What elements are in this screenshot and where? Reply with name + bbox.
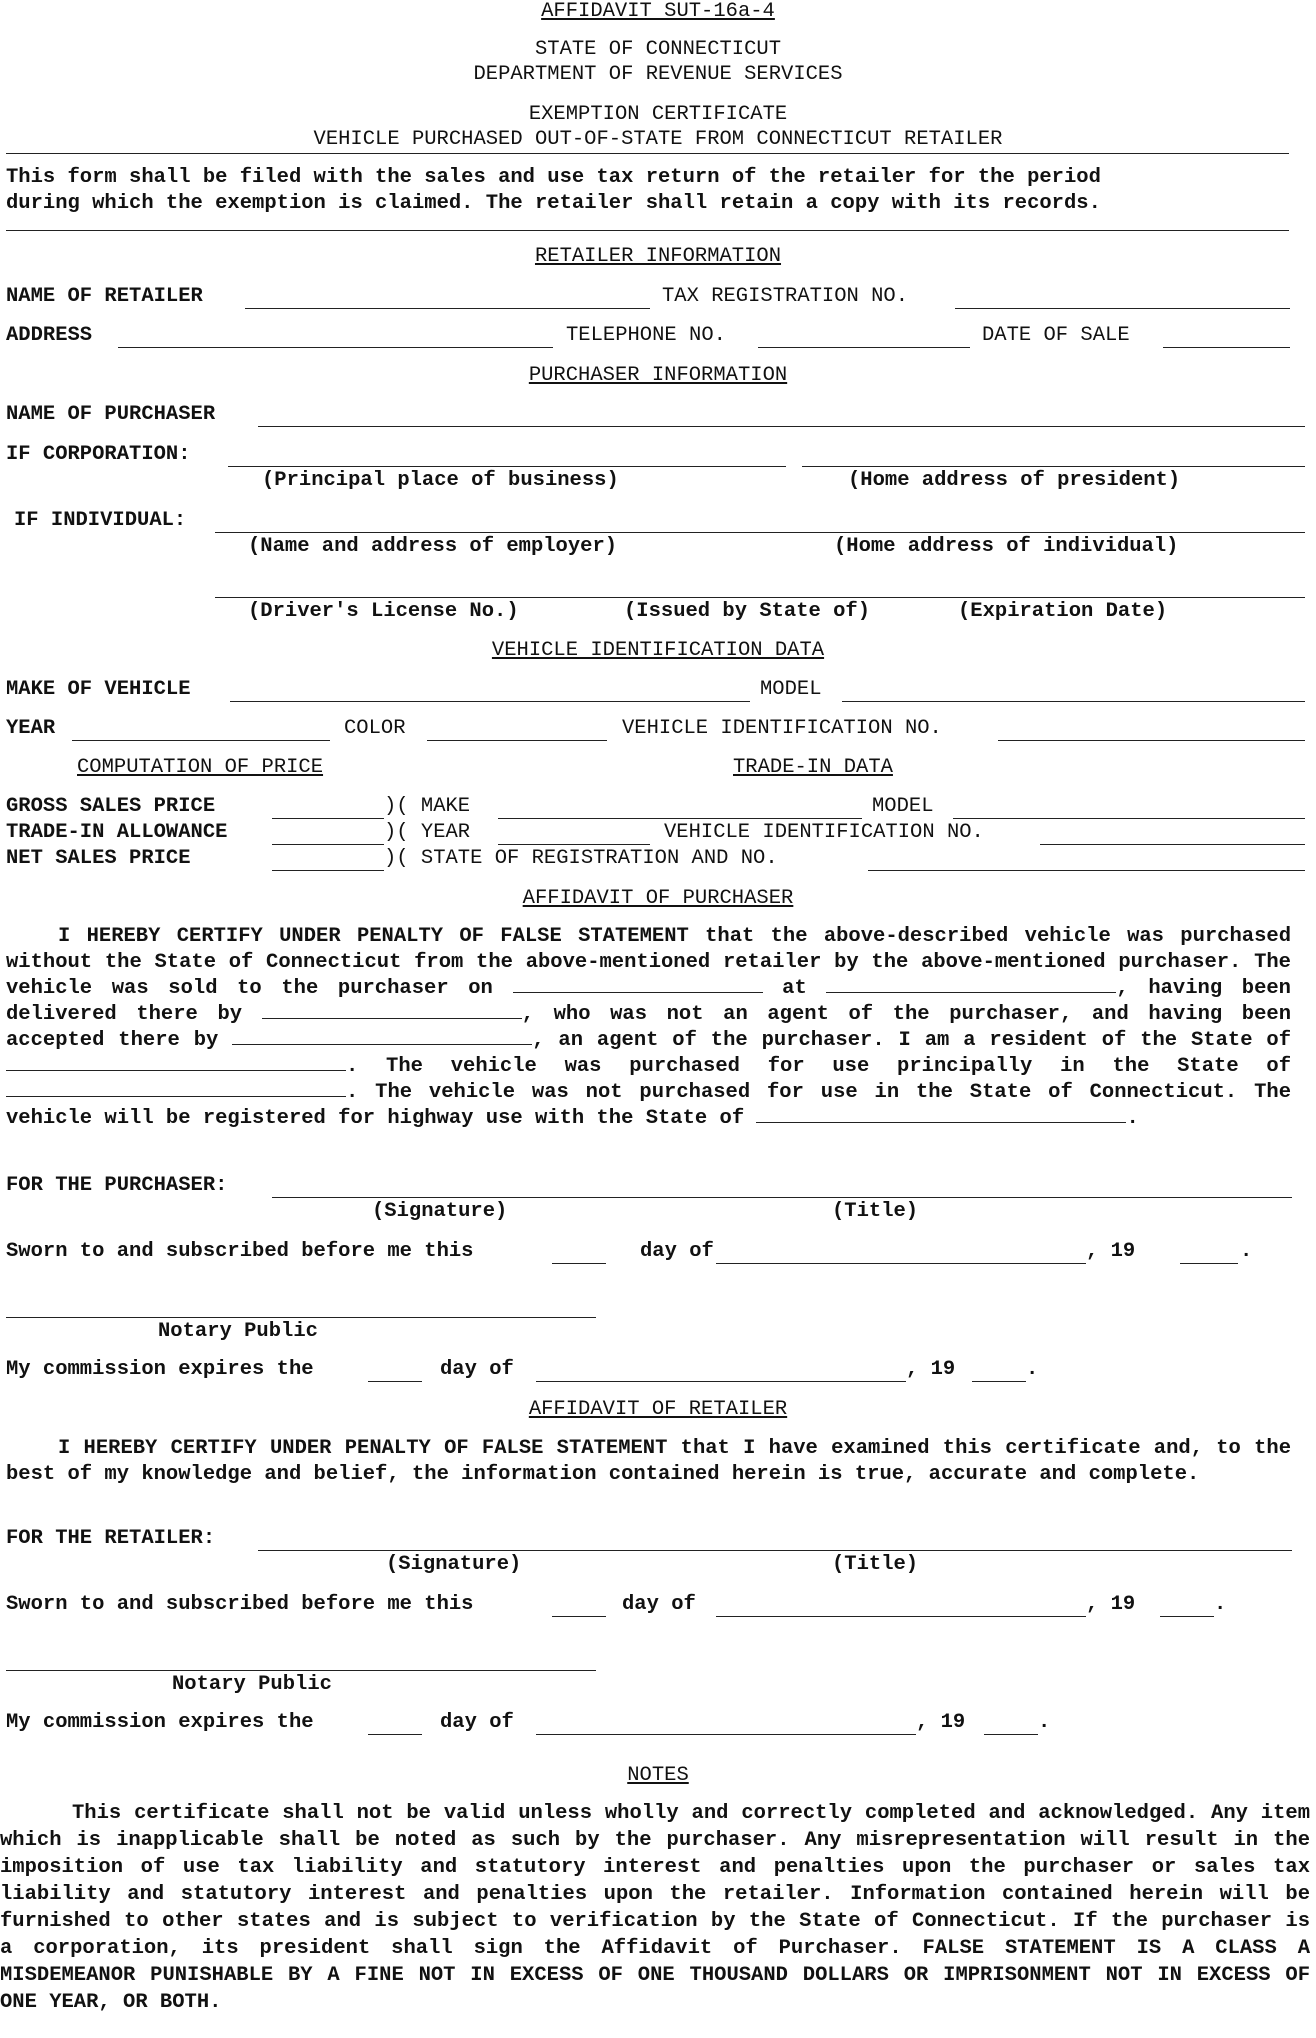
affidavit-purchaser-heading: AFFIDAVIT OF PURCHASER [522,887,794,910]
retailer-commission-year-field[interactable] [984,1734,1038,1735]
department-name: DEPARTMENT OF REVENUE SERVICES [473,63,843,86]
purchaser-sworn-day-field[interactable] [552,1263,606,1264]
purchaser-commission-label: My commission expires the [6,1358,314,1381]
tradein-heading: TRADE-IN DATA [733,756,893,779]
individual-field[interactable] [215,532,1305,533]
vehicle-model-field[interactable] [842,701,1305,702]
retailer-address-field[interactable] [118,347,553,348]
purchaser-title-caption: (Title) [832,1200,919,1223]
intro-line-2: during which the exemption is claimed. The retailer shall retain a copy with its records. [6,192,1101,215]
vehicle-make-field[interactable] [230,701,750,702]
tax-registration-label: TAX REGISTRATION NO. [662,285,909,308]
notes-heading: NOTES [627,1764,689,1787]
purchaser-sworn-year-field[interactable] [1180,1263,1238,1264]
retailer-sworn-period: . [1214,1593,1227,1616]
gross-sales-label: GROSS SALES PRICE [6,795,216,818]
retailer-commission-month-field[interactable] [536,1734,916,1735]
purchaser-heading: PURCHASER INFORMATION [528,364,788,387]
retailer-signature-caption: (Signature) [386,1553,522,1576]
notes-text: This certificate shall not be valid unless wholly and correctly completed and acknowledged. Any item which is inapplicable shall be noted as such by the purchaser. Any misrepresentation will result in the imposition of use tax liability and statutory interest and penalties upon the purchaser or sales tax liability and statutory interest and penalties upon the retailer. Information contained herein will be furnished to other states and is subject to verification by the State of Connecticut. If the purchaser is a corporation, its president shall sign the Affidavit of Purchaser. FALSE STATEMENT IS A CLASS A MISDEMEANOR PUNISHABLE BY A FINE NOT IN EXCESS OF ONE THOUSAND DOLLARS OR IMPRISONMENT NOT IN EXCESS OF ONE YEAR, OR BOTH. [0,1802,1310,2014]
certificate-title: EXEMPTION CERTIFICATE [528,103,788,126]
purchaser-sworn-month-field[interactable] [716,1263,1086,1264]
delivered-by-field[interactable] [262,1002,522,1019]
accepted-by-field[interactable] [232,1028,532,1045]
principal-use-state-field[interactable] [6,1080,346,1097]
sale-date-field[interactable] [513,976,763,993]
corp-principal-field[interactable] [228,466,786,467]
tradein-allowance-field[interactable] [272,844,384,845]
purchaser-notary-caption: Notary Public [158,1320,318,1343]
retailer-sworn-day-of: day of [622,1593,696,1616]
certificate-subtitle: VEHICLE PURCHASED OUT-OF-STATE FROM CONNECTICUT RETAILER [313,128,1003,151]
purchaser-commission-19: , 19 [906,1358,956,1381]
tradein-model-field[interactable] [953,818,1305,819]
retailer-address-label: ADDRESS [6,324,93,347]
tradein-make-field[interactable] [498,818,862,819]
telephone-field[interactable] [758,347,970,348]
if-corporation-label: IF CORPORATION: [6,443,191,466]
issued-by-caption: (Issued by State of) [624,600,871,623]
license-field[interactable] [215,597,1305,598]
purchaser-sworn-day-of: day of [640,1240,714,1263]
purchaser-name-label: NAME OF PURCHASER [6,403,216,426]
retailer-sworn-label: Sworn to and subscribed before me this [6,1593,474,1616]
expiration-caption: (Expiration Date) [958,600,1168,623]
retailer-sworn-year-field[interactable] [1160,1616,1214,1617]
tradein-allowance-label: TRADE-IN ALLOWANCE [6,821,228,844]
vehicle-year-field[interactable] [72,740,330,741]
gross-sales-field[interactable] [272,818,384,819]
date-of-sale-label: DATE OF SALE [982,324,1130,347]
affidavit-purchaser-text: I HEREBY CERTIFY UNDER PENALTY OF FALSE STATEMENT that the above-described vehicle was purchased without the State of Connecticut from the above-mentioned retailer by the above-mentioned purchaser. The vehicle was sold to the purchaser on at , having been delivered there by , who was not an agent of the purchaser, and having been accepted there by , an agent of the purchaser. I am a resident of the State of . The vehicle was purchased for use principally in the State of . The vehicle was not purchased for use in the State of Connecticut. The vehicle will be registered for highway use with the State of . [6,925,1292,1130]
license-caption: (Driver's License No.) [248,600,519,623]
vehicle-year-label: YEAR [6,717,56,740]
vehicle-color-field[interactable] [427,740,607,741]
purchaser-commission-month-field[interactable] [536,1381,906,1382]
purchaser-sworn-period: . [1240,1240,1253,1263]
retailer-commission-day-of: day of [440,1711,514,1734]
divider [6,230,1289,231]
vehicle-color-label: COLOR [344,717,406,740]
tradein-state-label: )( STATE OF REGISTRATION AND NO. [384,847,778,870]
tradein-state-field[interactable] [868,870,1305,871]
retailer-sworn-19: , 19 [1086,1593,1136,1616]
resident-state-field[interactable] [6,1054,346,1071]
indiv-employer-caption: (Name and address of employer) [248,535,618,558]
retailer-signature-field[interactable] [258,1550,1292,1551]
retailer-sworn-month-field[interactable] [716,1616,1086,1617]
retailer-notary-signature-field[interactable] [6,1670,596,1671]
purchaser-commission-day-field[interactable] [368,1381,422,1382]
for-retailer-label: FOR THE RETAILER: [6,1527,216,1550]
form-id: AFFIDAVIT SUT-16a-4 [541,0,775,23]
net-sales-label: NET SALES PRICE [6,847,191,870]
vehicle-make-label: MAKE OF VEHICLE [6,678,191,701]
purchaser-signature-caption: (Signature) [372,1200,508,1223]
corp-president-caption: (Home address of president) [848,469,1181,492]
purchaser-signature-field[interactable] [272,1197,1292,1198]
affidavit-retailer-heading: AFFIDAVIT OF RETAILER [528,1398,788,1421]
purchaser-commission-year-field[interactable] [972,1381,1026,1382]
divider [6,153,1289,154]
state-name: STATE OF CONNECTICUT [534,38,782,61]
retailer-commission-day-field[interactable] [368,1734,422,1735]
vehicle-heading: VEHICLE IDENTIFICATION DATA [491,639,825,662]
retailer-heading: RETAILER INFORMATION [534,245,782,268]
affidavit-retailer-text: I HEREBY CERTIFY UNDER PENALTY OF FALSE STATEMENT that I have examined this certificate and, to the best of my knowledge and belief, the information contained herein is true, accurate and complete. [6,1437,1291,1486]
tax-registration-field[interactable] [955,308,1290,309]
vin-label: VEHICLE IDENTIFICATION NO. [622,717,942,740]
tradein-model-label: MODEL [872,795,934,818]
tradein-vin-label: VEHICLE IDENTIFICATION NO. [664,821,984,844]
for-purchaser-label: FOR THE PURCHASER: [6,1174,228,1197]
retailer-sworn-day-field[interactable] [552,1616,606,1617]
retailer-commission-label: My commission expires the [6,1711,314,1734]
telephone-label: TELEPHONE NO. [566,324,726,347]
net-sales-field[interactable] [272,870,384,871]
intro-line-1: This form shall be filed with the sales and use tax return of the retailer for the period [6,166,1101,189]
tradein-year-label: )( YEAR [384,821,471,844]
date-of-sale-field[interactable] [1163,347,1290,348]
indiv-home-caption: (Home address of individual) [834,535,1179,558]
vehicle-model-label: MODEL [760,678,822,701]
corp-president-field[interactable] [802,466,1305,467]
purchaser-commission-day-of: day of [440,1358,514,1381]
sale-place-field[interactable] [826,976,1116,993]
purchaser-commission-period: . [1026,1358,1039,1381]
tradein-make-label: )( MAKE [384,795,471,818]
vin-field[interactable] [998,740,1305,741]
retailer-name-field[interactable] [245,308,650,309]
retailer-title-caption: (Title) [832,1553,919,1576]
retailer-name-label: NAME OF RETAILER [6,285,203,308]
registration-state-field[interactable] [756,1106,1126,1123]
computation-heading: COMPUTATION OF PRICE [77,756,324,779]
purchaser-name-field[interactable] [258,426,1305,427]
tradein-vin-field[interactable] [1040,844,1305,845]
corp-principal-caption: (Principal place of business) [262,469,619,492]
retailer-notary-caption: Notary Public [172,1673,332,1696]
retailer-commission-19: , 19 [916,1711,966,1734]
tradein-year-field[interactable] [498,844,650,845]
if-individual-label: IF INDIVIDUAL: [14,509,187,532]
purchaser-notary-signature-field[interactable] [6,1317,596,1318]
purchaser-sworn-label: Sworn to and subscribed before me this [6,1240,474,1263]
purchaser-sworn-19: , 19 [1086,1240,1136,1263]
retailer-commission-period: . [1038,1711,1051,1734]
